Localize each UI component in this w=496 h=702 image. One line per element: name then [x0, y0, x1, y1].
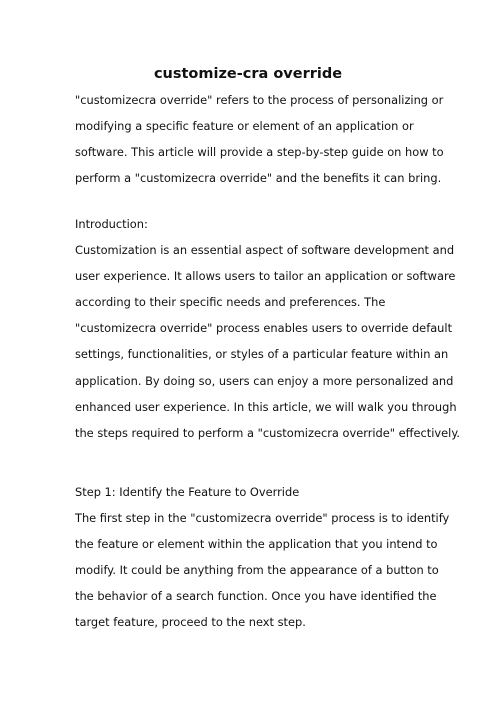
text-line: The first step in the "customizecra override" process is to identify — [75, 511, 450, 526]
text-line: the steps required to perform a "customizecra override" effectively. — [75, 425, 461, 440]
text-line: modifying a specific feature or element of an application or — [75, 119, 414, 134]
text-line: application. By doing so, users can enjoy a more personalized and — [75, 373, 454, 388]
section-heading: Introduction: — [75, 217, 148, 231]
text-line: target feature, proceed to the next step. — [75, 615, 306, 630]
text-line: "customizecra override" refers to the process of personalizing or — [75, 93, 444, 107]
step1-section — [75, 479, 450, 636]
text-line: settings, functionalities, or styles of a particular feature within an — [75, 347, 449, 362]
text-line: the feature or element within the application that you intend to — [75, 537, 438, 552]
text-line: perform a "customizecra override" and the benefits it can bring. — [75, 171, 442, 186]
text-line: Customization is an essential aspect of software development and — [75, 243, 455, 258]
intro-paragraph — [75, 87, 444, 191]
section-heading: Step 1: Identify the Feature to Override — [75, 485, 300, 499]
introduction-section — [75, 211, 461, 446]
text-line: according to their specific needs and preferences. The — [75, 295, 386, 310]
text-line: enhanced user experience. In this article, we will walk you through — [75, 399, 457, 414]
text-line: the behavior of a search function. Once you have identified the — [75, 589, 437, 604]
document-title: customize-cra override — [153, 66, 343, 82]
text-line: "customizecra override" process enables users to override default — [75, 321, 453, 336]
text-line: software. This article will provide a step-by-step guide on how to — [75, 145, 444, 160]
text-line: modify. It could be anything from the appearance of a button to — [75, 563, 439, 578]
text-line: user experience. It allows users to tailor an application or software — [75, 269, 456, 284]
